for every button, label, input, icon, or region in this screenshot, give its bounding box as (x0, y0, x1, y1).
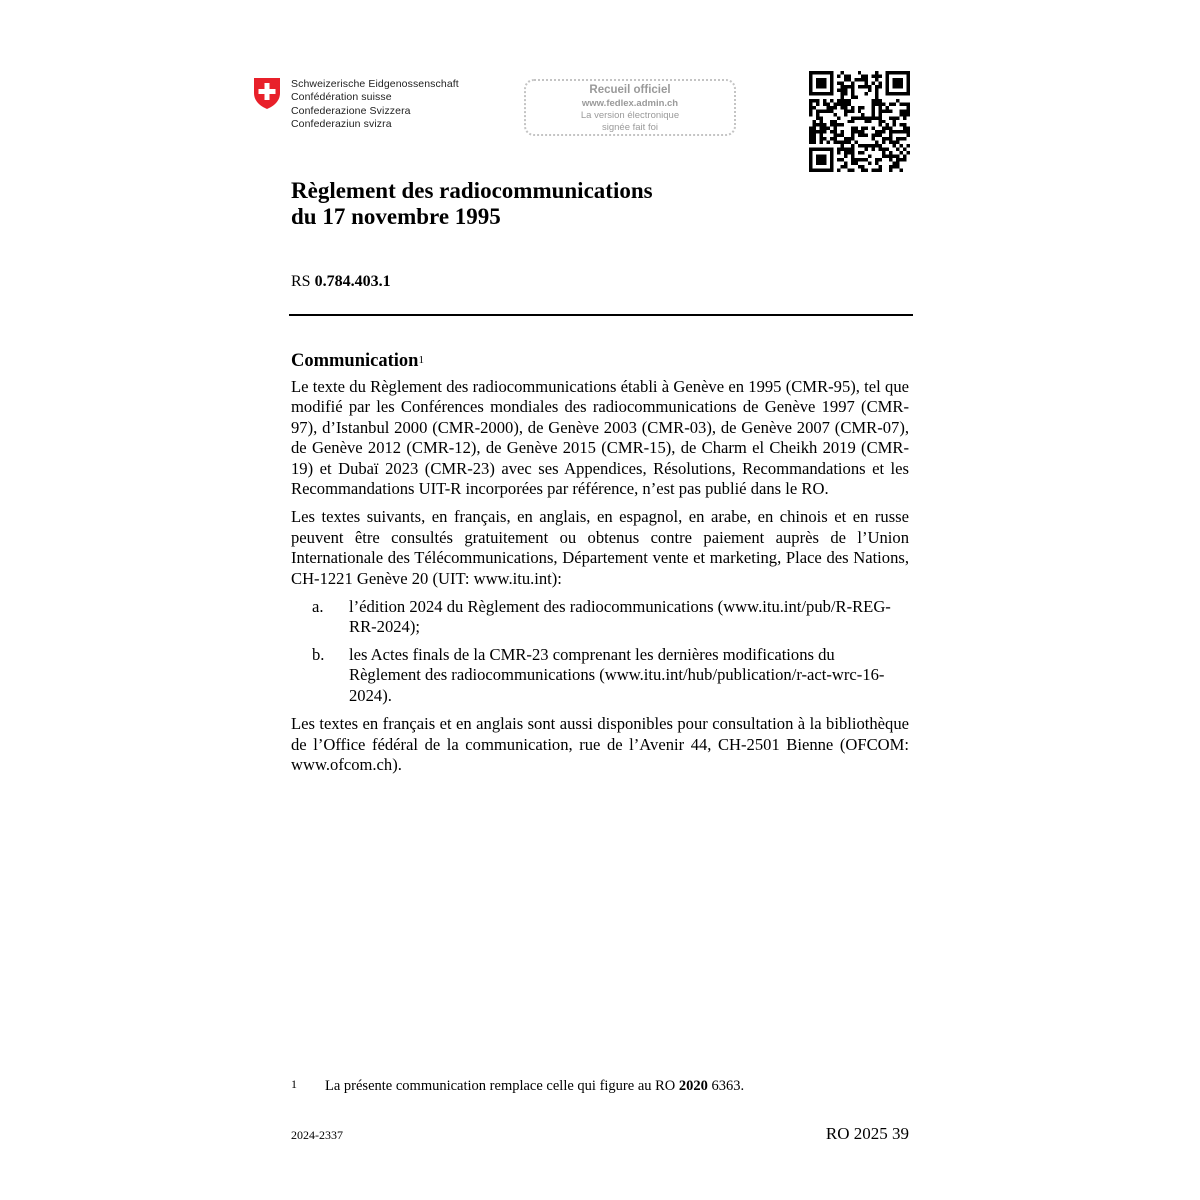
title-line-2: du 17 novembre 1995 (291, 204, 501, 229)
list-item (291, 597, 909, 638)
footnote-text-start: La présente communication remplace celle qui figure au RO (325, 1078, 679, 1094)
paragraph-2: Les textes suivants, en français, en anglais, en espagnol, en arabe, en chinois et en russe peuvent être consultés gratuitement ou obtenus contre paiement auprès de l’Union Internationale des Télécommunications, Département vente et marketing, Place des Nations, CH-1221 Genève 20 (UIT: www.itu.int): (291, 507, 909, 588)
rs-number: 0.784.403.1 (314, 273, 391, 290)
stamp-note-1: La version électronique (580, 110, 680, 121)
rs-reference (291, 273, 391, 291)
paragraph-1: Le texte du Règlement des radiocommunications établi à Genève en 1995 (CMR-95), tel que modifié par les Conférences mondiales des radiocommunications de Genève 1997 (CMR-97), d’Istanbul 2000 (CMR-2000), de Genève 2003 (CMR-03), de Genève 2007 (CMR-07), de Genève 2012 (CMR-12), de Genève 2015 (CMR-15), de Charm el Cheikh 2019 (CMR-19) et Dubaï 2023 (CMR-23) avec ses Appendices, Résolutions, Recommandations et les Recommandations UIT-R incorporées par référence, n’est pas publié dans le RO. (291, 377, 909, 499)
stamp-note-2: signée fait foi (602, 122, 658, 133)
document-body (291, 349, 909, 783)
list-item-text: l’édition 2024 du Règlement des radiocommunications (www.itu.int/pub/R-REG-RR-2024); (349, 597, 891, 637)
title-divider (289, 314, 913, 316)
stamp-url: www.fedlex.admin.ch (581, 98, 679, 109)
list-marker: b. (312, 644, 325, 664)
swiss-cross-icon (252, 76, 282, 110)
rs-prefix: RS (291, 273, 311, 290)
footnote-year: 2020 (678, 1078, 708, 1094)
section-heading-text: Communication (291, 351, 419, 371)
footnote-marker: 1 (291, 1077, 297, 1091)
ro-reference: RO 2025 39 (825, 1124, 909, 1143)
confederation-name-de: Schweizerische Eidgenossenschaft (291, 78, 459, 90)
confederation-name-rm: Confederaziun svizra (291, 117, 392, 130)
list-item (291, 645, 909, 706)
paragraph-3: Les textes en français et en anglais sont aussi disponibles pour consultation à la bibliothèque de l’Office fédéral de la communication, rue de l’Avenir 44, CH-2501 Bienne (OFCOM: www.ofcom.ch). (291, 714, 909, 774)
section-heading (291, 349, 909, 373)
confederation-name-fr: Confédération suisse (291, 91, 392, 104)
document-title (291, 178, 653, 230)
qr-code-icon (809, 71, 910, 172)
publication-list (291, 597, 909, 706)
footnote-reference: 1 (418, 354, 424, 366)
list-marker: a. (312, 597, 324, 617)
confederation-name-it: Confederazione Svizzera (291, 104, 411, 117)
stamp-title: Recueil officiel (589, 84, 671, 96)
title-line-1: Règlement des radiocommunications (291, 178, 653, 203)
confederation-names (291, 78, 459, 131)
footnote-text-end: 6363. (707, 1078, 745, 1094)
official-stamp (524, 79, 736, 136)
document-number: 2024-2337 (291, 1128, 343, 1142)
list-item-text: les Actes finals de la CMR-23 comprenant les dernières modifications du Règlement des radiocommunications (www.itu.int/hub/publication/r-act-wrc-16-2024). (349, 644, 885, 705)
footnote-text (325, 1078, 744, 1095)
